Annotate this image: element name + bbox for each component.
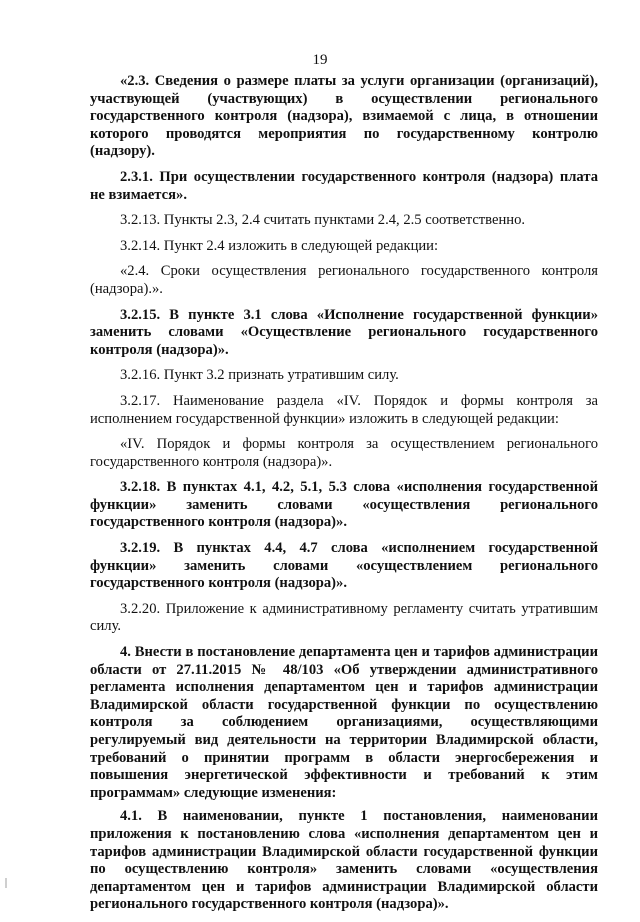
paragraph-4-1: 4.1. В наименовании, пункте 1 постановления, наименовании приложения к постановлению слова «исполнения департаментом цен и тарифов администрации Владимирской области государственной функции по осуществлению контроля» заменить словами «осуществления департаментом цен и тарифов администрации Владимирской области регионального государственного контроля (надзора)». (90, 808, 598, 913)
paragraph-3-2-15: 3.2.15. В пункте 3.1 слова «Исполнение государственной функции» заменить словами «Осуществление регионального государственного контроля (надзора)». (90, 306, 598, 358)
paragraph-section-iv: «IV. Порядок и формы контроля за осуществлением регионального государственного контроля (надзора)». (90, 436, 598, 470)
paragraph-3-2-13: 3.2.13. Пункты 2.3, 2.4 считать пунктами 2.4, 2.5 соответственно. (120, 212, 526, 229)
paragraph-4: 4. Внести в постановление департамента цен и тарифов администрации области от 27.11.2015 № 48/103 «Об утверждении административного регламента исполнения департаментом цен и тарифов администрации Владимирской области государственной функции по осуществлению контроля за соблюдением организациями, осуществляющими регулируемый вид деятельности на территории Владимирской области, требований о принятии программ в области энергосбережения и повышения энергетической эффективности и требований к этим программам» следующие изменения: (90, 644, 598, 801)
paragraph-3-2-20: 3.2.20. Приложение к административному регламенту считать утратившим силу. (90, 600, 598, 635)
paragraph-2-3-1: 2.3.1. При осуществлении государственного контроля (надзора) плата не взимается». (90, 168, 598, 203)
paragraph-3-2-16: 3.2.16. Пункт 3.2 признать утратившим силу. (120, 367, 399, 384)
page-number: 19 (312, 52, 328, 68)
paragraph-2-3: «2.3. Сведения о размере платы за услуги организации (организаций), участвующей (участвующих) в осуществлении регионального государственного контроля (надзора), взимаемой с лица, в отношении которого проводятся мероприятия по государственному контролю (надзору). (90, 73, 598, 160)
document-body (90, 73, 598, 922)
scan-edge-mark (5, 878, 7, 888)
paragraph-3-2-14: 3.2.14. Пункт 2.4 изложить в следующей редакции: (120, 237, 439, 254)
paragraph-3-2-19: 3.2.19. В пунктах 4.4, 4.7 слова «исполнением государственной функции» заменить словами «осуществлением регионального государственного контроля (надзора)». (90, 540, 598, 592)
paragraph-3-2-18: 3.2.18. В пунктах 4.1, 4.2, 5.1, 5.3 слова «исполнения государственной функции» заменить словами «осуществления регионального государственного контроля (надзора)». (90, 479, 598, 531)
paragraph-2-4: «2.4. Сроки осуществления регионального государственного контроля (надзора).». (90, 263, 598, 297)
paragraph-3-2-17: 3.2.17. Наименование раздела «IV. Порядок и формы контроля за исполнением государственной функции» изложить в следующей редакции: (90, 392, 598, 427)
